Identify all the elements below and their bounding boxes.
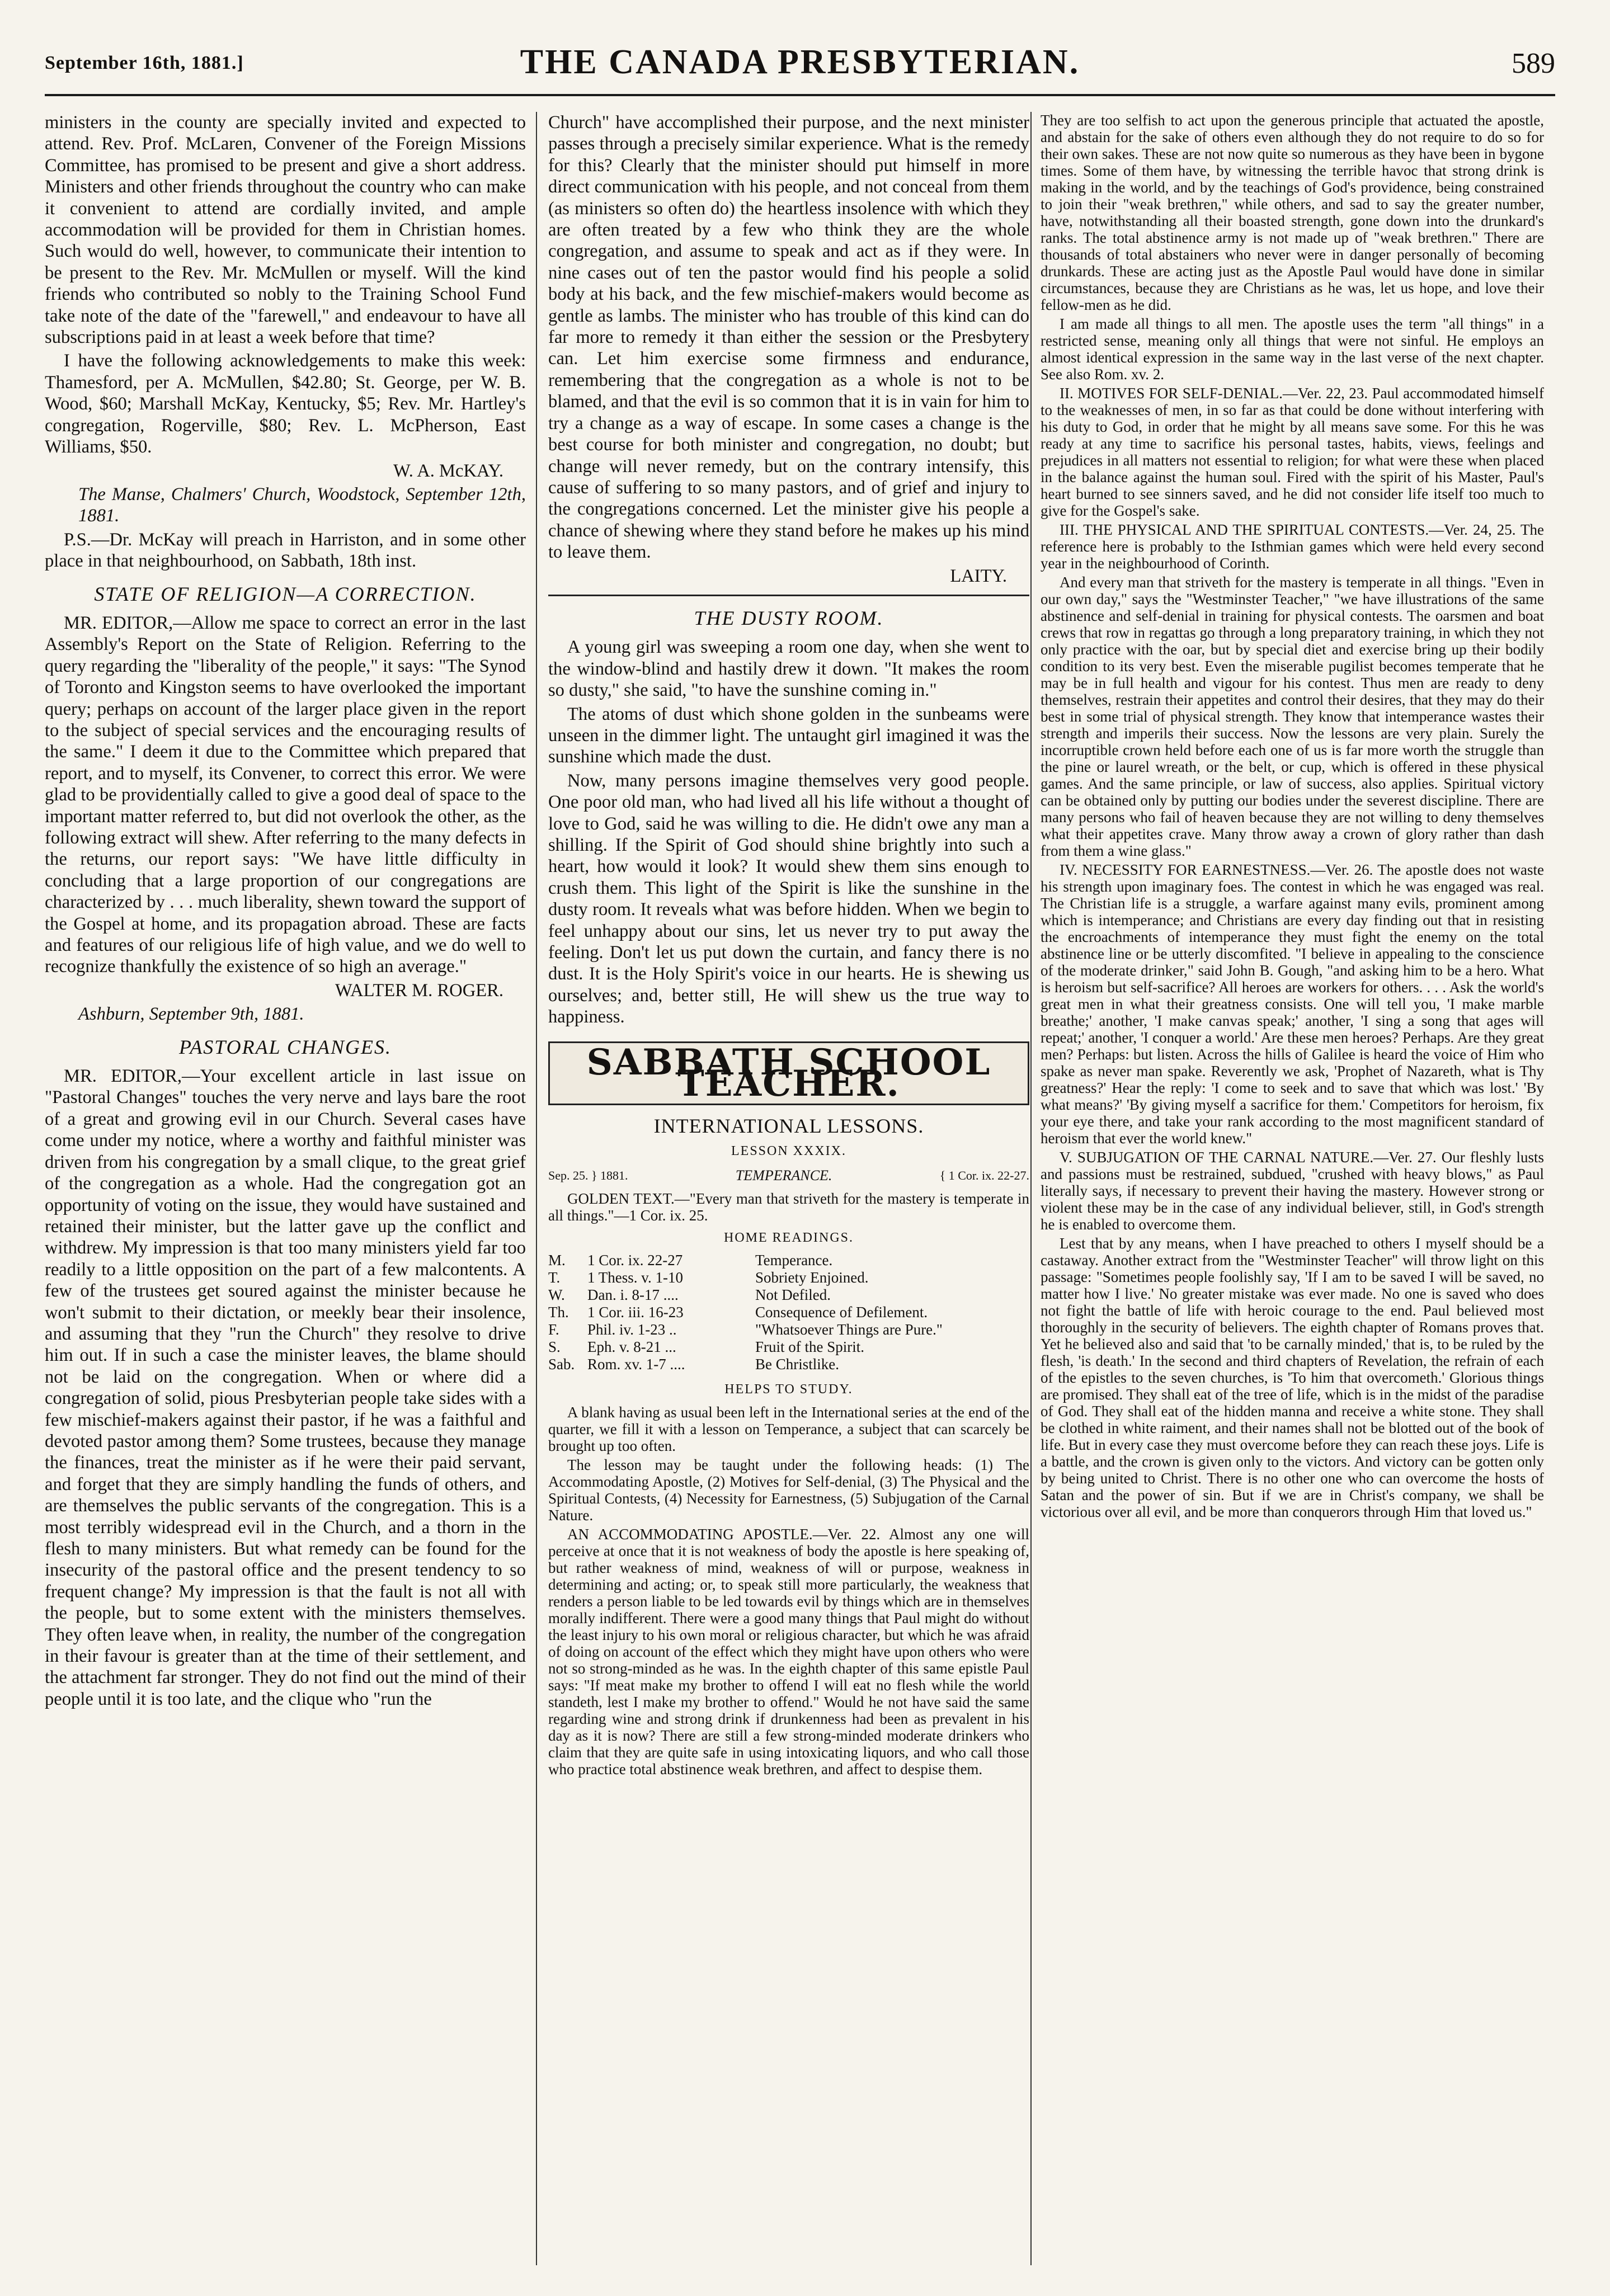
paragraph: MR. EDITOR,—Your excellent article in last issue on "Pastoral Changes" touches the very nerve and lays bare the root of a great and growing evil in our Church. Several cases have come under my notice, where a worthy and faithful minister was driven from his congregation by a small clique, to the great grief of the congregation as a whole. Had the congregation got an opportunity of voting on the issue, they would have sustained and retained their minister, but the latter gave up the conflict and withdrew. My impression is that too many ministers yield far too readily to a little opposition on the part of a few malcontents. A few of the trustees get soured against the minister because he won't submit to their dictation, or meekly bear their insolence, and assuming that they "run the Church" they resolve to drive him out. If in such a case the minister leaves, the blame should not be laid on the congregation. When or where did a congregation of solid, pious Presbyterian people take sides with a few mischief-makers against their pastor, if he was a faithful and devoted pastor among them? Some trustees, because they manage the finances, treat the minister as if he were their paid servant, and forget that they are simply handling the funds of others, and are themselves the public servants of the congregation. This is a most terribly widespread evil in the Church, and a thorn in the flesh to many ministers. But what remedy can be found for the insecurity of the pastoral office and the present tendency to so frequent change? My impression is that the fault is not all with the people, but to some extent with the ministers themselves. They often leave when, in reality, the number of the congregation in their favour is greater than at the time of their settlement, and the attachment far stronger. They do not find out the mind of their people until it is too late, and the clique who "run the — [45, 1066, 526, 1709]
golden-text: GOLDEN TEXT.—"Every man that striveth for the mastery is temperate in all things."—1 Cor. ix. 25. — [548, 1190, 1029, 1224]
signature: W. A. McKAY. — [393, 460, 503, 481]
signature: WALTER M. ROGER. — [335, 980, 503, 1001]
lesson-number: LESSON XXXIX. — [731, 1143, 846, 1158]
section-heading: THE DUSTY ROOM. — [694, 606, 884, 629]
reading-title: "Whatsoever Things are Pure." — [755, 1321, 943, 1338]
paragraph: I am made all things to all men. The apostle uses the term "all things" in a restricted sense, meaning only all things that were not sinful. He employs an almost identical expression in the same way in the last verse of the next chapter. See also Rom. xv. 2. — [1041, 315, 1544, 383]
reading-title: Temperance. — [755, 1252, 833, 1269]
dateline: The Manse, Chalmers' Church, Woodstock, September 12th, 1881. — [78, 484, 526, 526]
reading-day: S. — [548, 1338, 561, 1356]
issue-date: September 16th, 1881.] — [45, 53, 244, 73]
section-heading: PASTORAL CHANGES. — [178, 1035, 392, 1058]
reading-row — [548, 1269, 1029, 1286]
paragraph: A young girl was sweeping a room one day, when she went to the window-blind and hastily drew it down. "It makes the room so dusty," she said, "to have the sunshine coming in." — [548, 637, 1029, 701]
reading-row — [548, 1304, 1029, 1321]
lesson-date: Sep. 25. } 1881. — [548, 1168, 628, 1183]
reading-reference: 1 Thess. v. 1-10 — [587, 1269, 683, 1286]
paragraph: V. SUBJUGATION OF THE CARNAL NATURE.—Ver. 27. Our fleshly lusts and passions must be restrained, subdued, "crushed with heavy blows," as Paul literally says, if necessary to prevent their having the mastery. However strong or violent these may be in the case of any individual believer, still, in God's strength he is enabled to overcome them. — [1041, 1149, 1544, 1233]
paragraph: And every man that striveth for the mastery is temperate in all things. "Even in our own day," says the "Westminster Teacher," "we have illustrations of the same abstinence and self-denial in training for physical contests. The oarsmen and boat crews that row in regattas go through a long preparatory training, in which they not only practice with the oar, but by special diet and exercise bring up their bodily condition to its very best. Even the miserable pugilist becomes temperate that he may be in full health and vigour for his contest. Thus men are ready to deny themselves, restrain their appetites and control their desires, that they may do their best in some trial of physical strength. They know that intemperance wastes their strength and imperils their success. Now the lessons are very plain. Surely the incorruptible crown held before each one of us is far more worth the struggle than the pine or laurel wreath, or the belt, or cup, which is offered in these physical games. And the same principle, or law of success, also applies. Spiritual victory can be obtained only by putting our bodies under the severest discipline. There are many persons who fail of heaven because they are not willing to deny themselves what their appetites crave. Many throw away a crown of glory rather than dash from them a wine glass." — [1041, 574, 1544, 859]
column-divider — [536, 112, 537, 2265]
paragraph: II. MOTIVES FOR SELF-DENIAL.—Ver. 22, 23. Paul accommodated himself to the weaknesses of men, in so far as that could be done without interfering with his duty to God, in order that he might by all means save some. For this he was ready at any time to sacrifice his personal tastes, habits, views, feelings and prejudices in all matters not essential to religion; for what were these when placed in the balance against the human soul. Fired with the spirit of his Master, Paul's heart burned to see sinners saved, and he did not consider life itself too much to give for the Gospel's sake. — [1041, 385, 1544, 519]
masthead-title: THE CANADA PRESBYTERIAN. — [520, 43, 1080, 81]
home-readings-heading: HOME READINGS. — [724, 1230, 854, 1245]
paragraph: Church" have accomplished their purpose, and the next minister passes through a precisely similar experience. What is the remedy for this? Clearly that the minister should put himself in more direct communication with his people, and not conceal from them (as ministers so often do) the heartless insolence with which they are often treated by a few who think they are the whole congregation, and assume to speak and act as if they were. In nine cases out of ten the pastor would find his people a solid body at his back, and the few mischief-makers would become as gentle as lambs. The minister who has trouble of this kind can do far more to remedy it than either the session or the Presbytery can. Let him exercise some firmness and endurance, remembering that the congregation as a whole is not to be blamed, and that the evil is so common that it is in vain for him to try a change as a way of escape. In some cases a change is the best course for both minister and congregation, no doubt; but change will never remedy, but on the contrary intensify, this cause of suffering to so many pastors, and of grief and injury to the congregations concerned. Let the minister give his people a chance of shewing where they stand before he makes up his mind to leave them. — [548, 112, 1029, 563]
divider — [548, 595, 1029, 596]
reading-reference: Dan. i. 8-17 .... — [587, 1286, 679, 1304]
page-header — [45, 32, 1555, 96]
lesson-topic: TEMPERANCE. — [735, 1167, 832, 1184]
lesson-reference: { 1 Cor. ix. 22-27. — [939, 1168, 1029, 1183]
reading-row — [548, 1338, 1029, 1356]
helps-heading: HELPS TO STUDY. — [724, 1382, 853, 1397]
paragraph: MR. EDITOR,—Allow me space to correct an error in the last Assembly's Report on the State of Religion. Referring to the query regarding the "liberality of the people," it says: "The Synod of Toronto and Kingston seems to have overlooked the important query; perhaps on account of the larger place given in the report to the subject of special services and the encouraging results of the same." I deem it due to the Committee which prepared that report, and to myself, its Convener, to correct this error. We were glad to be providentially called to give a good deal of space to the important matter referred to, but did not overlook the other, as the following extract will shew. After referring to the many defects in the returns, our report says: "We have little difficulty in concluding that a large proportion of our congregations are characterized by . . . much liberality, shewn toward the support of the Gospel at home, and its propagation abroad. These are facts and features of our religious life of high value, and we do well to recognize thankfully the existence of so high an average." — [45, 612, 526, 977]
paragraph: I have the following acknowledgements to make this week: Thamesford, per A. McMullen, $42.80; St. George, per W. B. Wood, $60; Marshall McKay, Kentucky, $5; Rev. Mr. Hartley's congregation, Rogerville, $80; Rev. L. McPherson, East Williams, $50. — [45, 351, 526, 458]
sabbath-school-banner: SABBATH SCHOOL TEACHER. — [548, 1041, 1029, 1106]
paragraph: AN ACCOMMODATING APOSTLE.—Ver. 22. Almost any one will perceive at once that it is not weakness of body the apostle is here speaking of, but rather weakness of mind, weakness of will or purpose, weakness in determining and acting; or, to speak still more particularly, the weakness that renders a person liable to be led towards evil by things which are in themselves morally indifferent. There were a good many things that Paul might do without the least injury to his own moral or religious character, but which he was afraid of doing on account of the effect which they might have upon others who were not so strong-minded as he was. In the eighth chapter of this same epistle Paul says: "If meat make my brother to offend I will eat no flesh while the world standeth, lest I make my brother to offend." Would he not have said the same regarding wine and strong drink if drunkenness had been as prevalent in his day as it is now? There are still a few strong-minded moderate drinkers who claim that they are quite safe in using intoxicating liquors, and who call those who practice total abstinence weak brethren, and affect to despise them. — [548, 1525, 1029, 1778]
reading-reference: 1 Cor. iii. 16-23 — [587, 1304, 684, 1321]
reading-day: Th. — [548, 1304, 569, 1321]
reading-row — [548, 1286, 1029, 1304]
reading-title: Fruit of the Spirit. — [755, 1338, 864, 1356]
column-2 — [548, 112, 1029, 1780]
reading-reference: Rom. xv. 1-7 .... — [587, 1356, 685, 1373]
reading-title: Consequence of Defilement. — [755, 1304, 928, 1321]
paragraph: ministers in the county are specially invited and expected to attend. Rev. Prof. McLaren, Convener of the Foreign Missions Committee, has promised to be present and give a short address. Ministers and other friends throughout the country who can make it convenient to attend are cordially invited, and ample accommodation will be provided for them in Christian homes. Such would do well, however, to communicate their intention to be present to the Rev. Mr. McMullen or myself. Will the kind friends who contributed so nobly to the Training School Fund take note of the date of the "farewell," and endeavour to have all subscriptions paid in at least a week before that time? — [45, 112, 526, 348]
lesson-info-row — [548, 1165, 1029, 1186]
reading-row — [548, 1321, 1029, 1338]
reading-day: T. — [548, 1269, 561, 1286]
dateline: Ashburn, September 9th, 1881. — [78, 1004, 304, 1025]
lessons-heading: INTERNATIONAL LESSONS. — [653, 1115, 924, 1138]
reading-day: M. — [548, 1252, 566, 1269]
reading-reference: Eph. v. 8-21 ... — [587, 1338, 676, 1356]
reading-title: Sobriety Enjoined. — [755, 1269, 869, 1286]
signature: LAITY. — [950, 565, 1007, 586]
paragraph: The atoms of dust which shone golden in the sunbeams were unseen in the dimmer light. The untaught girl imagined it was the sunshine which made the dust. — [548, 704, 1029, 767]
reading-day: F. — [548, 1321, 559, 1338]
column-1 — [45, 112, 526, 1712]
column-3 — [1041, 112, 1544, 1522]
paragraph: Lest that by any means, when I have preached to others I myself should be a castaway. Another extract from the "Westminster Teacher" will throw light on this passage: "Sometimes people foolishly say, 'If I am to be saved I will be saved, no matter how I live.' No greater mistake was ever made. No one is saved who does not fight the battle of life with heroic courage to the end. Paul believed most thoroughly in the security of believers. The eighth chapter of Romans proves that. Yet he believed also and said that 'to be carnally minded,' that is, to be ruled by the flesh, 'is death.' In the second and third chapters of Revelation, the refrain of each of the epistles to the seven churches, is 'To him that overcometh.' Glorious things are promised. They shall eat of the tree of life, which is in the midst of the paradise of God. They shall eat of the hidden manna and receive a white stone. They shall be clothed in white raiment, and their names shall not be blotted out of the book of life. But in every case they must overcome before they can reach these joys. Life is a battle, and the crown is given only to the victors. And victory can be gotten only by being united to Christ. There is no other one who can overcome the hosts of Satan and the power of sin. But if we are in Christ's company, we shall be victorious over all evil, and be more than conquerors through Him that loved us." — [1041, 1235, 1544, 1520]
paragraph: Now, many persons imagine themselves very good people. One poor old man, who had lived all his life without a thought of love to God, said he was willing to die. He didn't owe any man a shilling. If the Spirit of God should shine brightly into such a heart, how would it look? It would shew them sins enough to crush them. This light of the Spirit is like the sunshine in the dusty room. It reveals what was before hidden. When we begin to feel unhappy about our sins, let us never try to put away the feeling. Don't let us put down the curtain, and fancy there is no dust. It is the Holy Spirit's voice in our hearts. He is shewing us ourselves; and, better still, He will shew us the true way to happiness. — [548, 770, 1029, 1027]
reading-title: Not Defiled. — [755, 1286, 831, 1304]
home-readings-list — [548, 1252, 1029, 1373]
reading-day: Sab. — [548, 1356, 575, 1373]
page-number: 589 — [1512, 48, 1555, 79]
section-heading: STATE OF RELIGION—A CORRECTION. — [94, 582, 477, 605]
reading-day: W. — [548, 1286, 565, 1304]
column-divider — [1030, 112, 1032, 2265]
paragraph: The lesson may be taught under the following heads: (1) The Accommodating Apostle, (2) Motives for Self-denial, (3) The Physical and the Spiritual Contests, (4) Necessity for Earnestness, (5) Subjugation of the Carnal Nature. — [548, 1456, 1029, 1524]
reading-reference: Phil. iv. 1-23 .. — [587, 1321, 677, 1338]
paragraph: III. THE PHYSICAL AND THE SPIRITUAL CONTESTS.—Ver. 24, 25. The reference here is probably to the Isthmian games which were held every second year in the neighbourhood of Corinth. — [1041, 521, 1544, 572]
reading-reference: 1 Cor. ix. 22-27 — [587, 1252, 683, 1269]
reading-row — [548, 1252, 1029, 1269]
paragraph: A blank having as usual been left in the International series at the end of the quarter, we fill it with a lesson on Temperance, a subject that can scarcely be brought up too often. — [548, 1403, 1029, 1454]
paragraph: IV. NECESSITY FOR EARNESTNESS.—Ver. 26. The apostle does not waste his strength upon imaginary foes. The contest in which he was engaged was real. The Christian life is a struggle, a warfare against many evils, prominent among which is intemperance; and Christians are every day finding out that in resisting the encroachments of intemperance they must fight the enemy on the total abstinence line or be utterly discomfited. "I believe in appealing to the conscience of the moderate drinker," said John B. Gough, "and asking him to be a hero. What is heroism but self-sacrifice? All heroes are workers for others. . . . Ask the world's great men in what their greatness consists. One will tell you, 'I make marble breathe;' another, 'I make canvas speak;' another, 'I sing a song that ages will repeat;' another, 'I conquer a world.' Are these men heroes? Perhaps. Are they great men? Perhaps: but listen. Across the hills of Galilee is heard the voice of Him who spake as never man spake. Reverently we ask, 'Prophet of Nazareth, what is Thy greatness?' Hear the reply: 'I come to seek and to save that which was lost.' 'By what means?' 'By giving myself a sacrifice for them.' Competitors for heroism, fix your eye there, and take your rank according to the most magnificent standard of heroism that ever the world knew." — [1041, 861, 1544, 1147]
paragraph: P.S.—Dr. McKay will preach in Harriston, and in some other place in that neighbourhood, on Sabbath, 18th inst. — [45, 529, 526, 572]
reading-title: Be Christlike. — [755, 1356, 839, 1373]
reading-row — [548, 1356, 1029, 1373]
paragraph: They are too selfish to act upon the generous principle that actuated the apostle, and abstain for the sake of others even although they do not require to do so for their own sakes. These are not now quite so numerous as they have been in bygone times. Some of them have, by witnessing the terrible havoc that strong drink is making in the world, and by the teachings of God's providence, being constrained to join their "weak brethren," while others, and sad to say the greater number, have, notwithstanding all their boasted strength, gone down into the drunkard's ranks. The total abstinence army is not made up of "weak brethren." There are thousands of total abstainers who never were in danger personally of becoming drunkards. These are acting just as the Apostle Paul would have done in similar circumstances, because they are Christians as he was, let us hope, and love their fellow-men as he did. — [1041, 112, 1544, 313]
